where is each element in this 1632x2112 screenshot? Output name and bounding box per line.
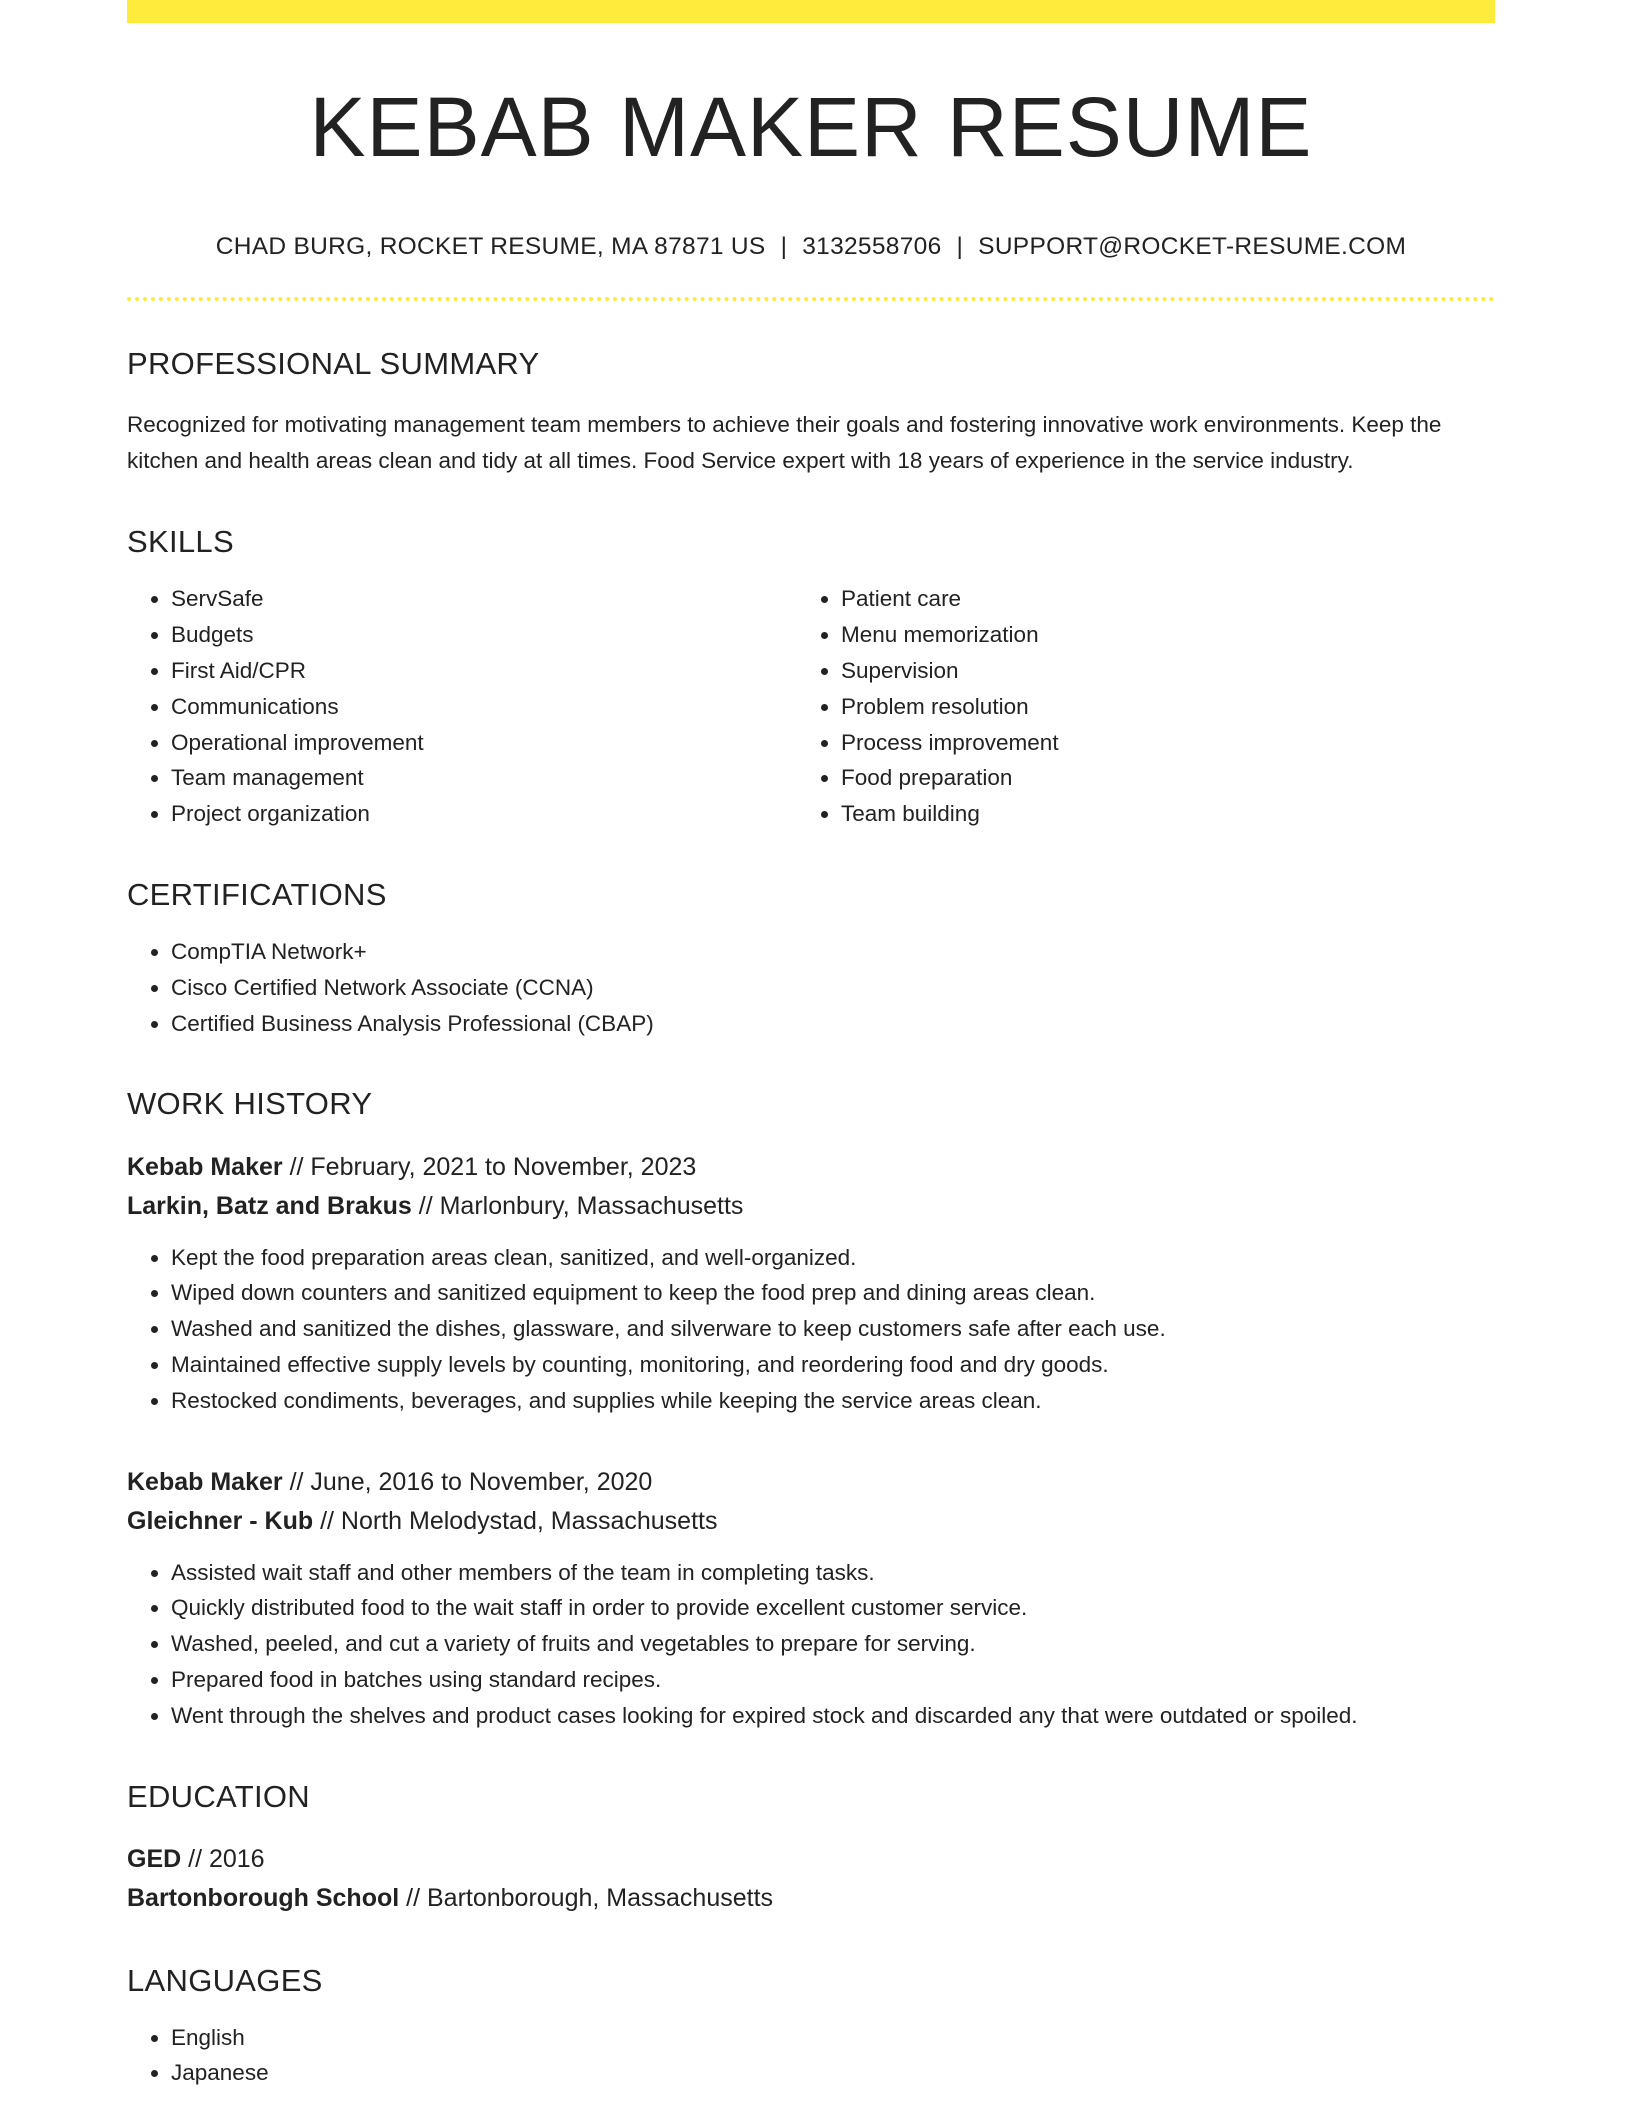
job-title: Kebab Maker <box>127 1467 283 1496</box>
education-degree-line <box>127 1840 1495 1879</box>
list-item: • Budgets <box>171 617 811 653</box>
education-location: // Bartonborough, Massachusetts <box>399 1883 774 1912</box>
section-heading: CERTIFICATIONS <box>127 876 387 912</box>
section-heading: PROFESSIONAL SUMMARY <box>127 346 540 382</box>
job-company: Larkin, Batz and Brakus <box>127 1191 412 1220</box>
list-item: • Washed and sanitized the dishes, glassware, and silverware to keep customers safe after each use. <box>171 1311 1495 1347</box>
certifications-section <box>127 878 1495 1041</box>
list-item: • Team building <box>841 796 1481 832</box>
education-section <box>127 1780 1495 1918</box>
education-school: Bartonborough School <box>127 1883 400 1912</box>
resume-page <box>127 0 1495 2091</box>
education-year: // 2016 <box>181 1844 265 1873</box>
contact-separator: | <box>780 233 788 261</box>
skills-list-right <box>811 581 1481 832</box>
section-heading: WORK HISTORY <box>127 1086 373 1122</box>
list-item: • Restocked condiments, beverages, and supplies while keeping the service areas clean. <box>171 1383 1495 1419</box>
list-item: • CompTIA Network+ <box>171 934 1495 970</box>
job-location: // North Melodystad, Massachusetts <box>313 1506 718 1535</box>
list-item: • Wiped down counters and sanitized equipment to keep the food prep and dining areas clean. <box>171 1275 1495 1311</box>
dotted-divider <box>127 297 1495 301</box>
contact-address: CHAD BURG, ROCKET RESUME, MA 87871 US <box>215 233 766 261</box>
job-location: // Marlonbury, Massachusetts <box>411 1191 744 1220</box>
list-item: • Washed, peeled, and cut a variety of fruits and vegetables to prepare for serving. <box>171 1626 1495 1662</box>
job-entry <box>127 1148 1495 1419</box>
job-company-line <box>127 1502 1495 1541</box>
work-history-section <box>127 1087 1495 1733</box>
list-item: • Team management <box>171 760 811 796</box>
education-degree: GED <box>127 1844 182 1873</box>
list-item: • Went through the shelves and product cases looking for expired stock and discarded any that were outdated or spoiled. <box>171 1698 1495 1734</box>
job-dates: // February, 2021 to November, 2023 <box>282 1152 697 1181</box>
page-title: KEBAB MAKER RESUME <box>309 80 1313 174</box>
job-duties-list <box>127 1555 1495 1734</box>
list-item: • Assisted wait staff and other members of the team in completing tasks. <box>171 1555 1495 1591</box>
contact-separator: | <box>956 233 964 261</box>
job-title-line <box>127 1148 1495 1187</box>
list-item: • First Aid/CPR <box>171 653 811 689</box>
section-heading: SKILLS <box>127 524 234 560</box>
list-item: • Maintained effective supply levels by counting, monitoring, and reordering food and dry goods. <box>171 1347 1495 1383</box>
list-item: • Patient care <box>841 581 1481 617</box>
list-item: • ServSafe <box>171 581 811 617</box>
list-item: • Operational improvement <box>171 725 811 761</box>
languages-list <box>127 2020 1495 2092</box>
top-accent-bar <box>127 0 1495 23</box>
list-item: • Cisco Certified Network Associate (CCNA) <box>171 970 1495 1006</box>
list-item: • Certified Business Analysis Professional (CBAP) <box>171 1006 1495 1042</box>
list-item: • Process improvement <box>841 725 1481 761</box>
job-company-line <box>127 1187 1495 1226</box>
skills-grid <box>127 559 1495 832</box>
contact-line <box>127 233 1495 261</box>
languages-section <box>127 1964 1495 2092</box>
list-item: • Project organization <box>171 796 811 832</box>
section-heading: EDUCATION <box>127 1778 310 1814</box>
job-company: Gleichner - Kub <box>127 1506 314 1535</box>
list-item: • Quickly distributed food to the wait staff in order to provide excellent customer service. <box>171 1590 1495 1626</box>
job-duties-list <box>127 1240 1495 1419</box>
skills-list-left <box>127 581 811 832</box>
education-entry <box>127 1840 1495 1918</box>
certifications-list <box>127 934 1495 1041</box>
summary-text: Recognized for motivating management team members to achieve their goals and fostering innovative work environments. Keep the kitchen and health areas clean and tidy at all times. Food Service expert with 18 years of experience in the service industry. <box>127 412 1442 474</box>
list-item: • Supervision <box>841 653 1481 689</box>
job-title: Kebab Maker <box>127 1152 283 1181</box>
professional-summary-section <box>127 347 1495 479</box>
skills-section <box>127 525 1495 832</box>
job-dates: // June, 2016 to November, 2020 <box>282 1467 653 1496</box>
contact-email: SUPPORT@ROCKET-RESUME.COM <box>978 233 1407 261</box>
list-item: • Food preparation <box>841 760 1481 796</box>
list-item: • Kept the food preparation areas clean, sanitized, and well-organized. <box>171 1240 1495 1276</box>
list-item: • Menu memorization <box>841 617 1481 653</box>
list-item: • Problem resolution <box>841 689 1481 725</box>
job-title-line <box>127 1463 1495 1502</box>
education-school-line <box>127 1879 1495 1918</box>
list-item: • English <box>171 2020 1495 2056</box>
contact-phone: 3132558706 <box>802 233 942 261</box>
list-item: • Japanese <box>171 2055 1495 2091</box>
section-heading: LANGUAGES <box>127 1962 323 1998</box>
job-entry <box>127 1463 1495 1734</box>
list-item: • Communications <box>171 689 811 725</box>
list-item: • Prepared food in batches using standard recipes. <box>171 1662 1495 1698</box>
